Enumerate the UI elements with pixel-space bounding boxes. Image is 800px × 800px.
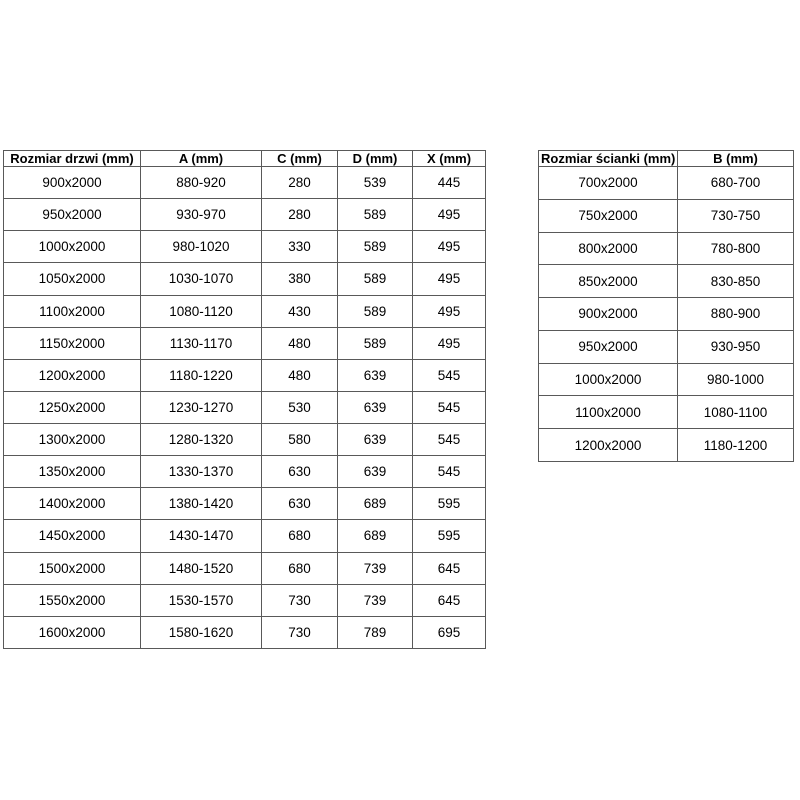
table-row [539,396,794,429]
table-cell: 545 [413,359,486,391]
table-cell: 1130-1170 [141,327,262,359]
table-cell: 689 [338,488,413,520]
table-cell: 595 [413,520,486,552]
table-cell: 639 [338,456,413,488]
column-header: X (mm) [413,151,486,167]
table-cell: 1000x2000 [4,231,141,263]
table-cell: 445 [413,167,486,199]
wall-panel-dimensions-table [538,150,794,462]
table-cell: 1600x2000 [4,616,141,648]
table-cell: 589 [338,327,413,359]
table-cell: 850x2000 [539,265,678,298]
table-cell: 545 [413,424,486,456]
table-cell: 495 [413,231,486,263]
table-cell: 1080-1100 [678,396,794,429]
table-cell: 539 [338,167,413,199]
table-cell: 680 [262,520,338,552]
table-cell: 700x2000 [539,167,678,200]
table-cell: 730 [262,584,338,616]
table-cell: 495 [413,199,486,231]
table-cell: 595 [413,488,486,520]
table-cell: 545 [413,456,486,488]
table-cell: 645 [413,584,486,616]
table-cell: 639 [338,424,413,456]
table-cell: 1180-1200 [678,429,794,462]
table-cell: 495 [413,263,486,295]
table-row [4,295,486,327]
table-cell: 980-1000 [678,363,794,396]
table-cell: 430 [262,295,338,327]
table-cell: 639 [338,359,413,391]
table-cell: 330 [262,231,338,263]
table-cell: 750x2000 [539,199,678,232]
table-row [4,167,486,199]
table-cell: 680 [262,552,338,584]
table-row [4,616,486,648]
table-row [539,265,794,298]
table-cell: 1080-1120 [141,295,262,327]
table-cell: 1580-1620 [141,616,262,648]
table-row [4,263,486,295]
table-row [4,488,486,520]
table-cell: 1280-1320 [141,424,262,456]
table-row [4,199,486,231]
table-row [4,359,486,391]
table-cell: 880-900 [678,298,794,331]
table-cell: 1050x2000 [4,263,141,295]
table-row [4,520,486,552]
table-row [539,298,794,331]
table-cell: 789 [338,616,413,648]
table-row [4,552,486,584]
table-row [4,584,486,616]
table-cell: 930-950 [678,330,794,363]
table-cell: 280 [262,167,338,199]
table-cell: 689 [338,520,413,552]
table-cell: 950x2000 [539,330,678,363]
table-cell: 1100x2000 [539,396,678,429]
table-cell: 630 [262,456,338,488]
table-cell: 630 [262,488,338,520]
table-cell: 589 [338,199,413,231]
table-cell: 589 [338,231,413,263]
table-cell: 639 [338,391,413,423]
column-header: A (mm) [141,151,262,167]
table-cell: 1180-1220 [141,359,262,391]
table-cell: 680-700 [678,167,794,200]
table-cell: 280 [262,199,338,231]
table-row [4,424,486,456]
table-row [539,199,794,232]
table-cell: 1450x2000 [4,520,141,552]
table-cell: 980-1020 [141,231,262,263]
table-row [4,456,486,488]
table-cell: 645 [413,552,486,584]
table-cell: 1300x2000 [4,424,141,456]
table-cell: 1380-1420 [141,488,262,520]
table-cell: 1550x2000 [4,584,141,616]
table-cell: 739 [338,584,413,616]
table-cell: 1100x2000 [4,295,141,327]
table-cell: 1480-1520 [141,552,262,584]
table-cell: 495 [413,295,486,327]
table-row [539,429,794,462]
table-cell: 380 [262,263,338,295]
column-header: B (mm) [678,151,794,167]
table-cell: 730 [262,616,338,648]
door-dimensions-table [3,150,486,649]
table-cell: 1030-1070 [141,263,262,295]
table-cell: 530 [262,391,338,423]
table-row [539,167,794,200]
table-row [4,231,486,263]
table-cell: 730-750 [678,199,794,232]
table-cell: 480 [262,359,338,391]
table-cell: 930-970 [141,199,262,231]
table-cell: 589 [338,295,413,327]
table-cell: 495 [413,327,486,359]
column-header: Rozmiar ścianki (mm) [539,151,678,167]
column-header: Rozmiar drzwi (mm) [4,151,141,167]
table-cell: 780-800 [678,232,794,265]
column-header: D (mm) [338,151,413,167]
table-cell: 1230-1270 [141,391,262,423]
wall-table-header-row [539,151,794,167]
table-cell: 589 [338,263,413,295]
table-cell: 1350x2000 [4,456,141,488]
table-cell: 1250x2000 [4,391,141,423]
table-row [539,232,794,265]
table-cell: 695 [413,616,486,648]
table-cell: 880-920 [141,167,262,199]
table-cell: 1200x2000 [539,429,678,462]
table-cell: 950x2000 [4,199,141,231]
table-cell: 1000x2000 [539,363,678,396]
door-table-header-row [4,151,486,167]
table-cell: 739 [338,552,413,584]
table-cell: 480 [262,327,338,359]
table-cell: 1400x2000 [4,488,141,520]
table-cell: 1330-1370 [141,456,262,488]
table-cell: 830-850 [678,265,794,298]
table-cell: 900x2000 [539,298,678,331]
table-cell: 580 [262,424,338,456]
table-cell: 900x2000 [4,167,141,199]
table-cell: 1500x2000 [4,552,141,584]
table-row [4,391,486,423]
table-row [539,363,794,396]
table-row [539,330,794,363]
table-cell: 1150x2000 [4,327,141,359]
column-header: C (mm) [262,151,338,167]
table-cell: 1200x2000 [4,359,141,391]
table-cell: 1430-1470 [141,520,262,552]
table-cell: 800x2000 [539,232,678,265]
table-cell: 1530-1570 [141,584,262,616]
table-cell: 545 [413,391,486,423]
table-row [4,327,486,359]
